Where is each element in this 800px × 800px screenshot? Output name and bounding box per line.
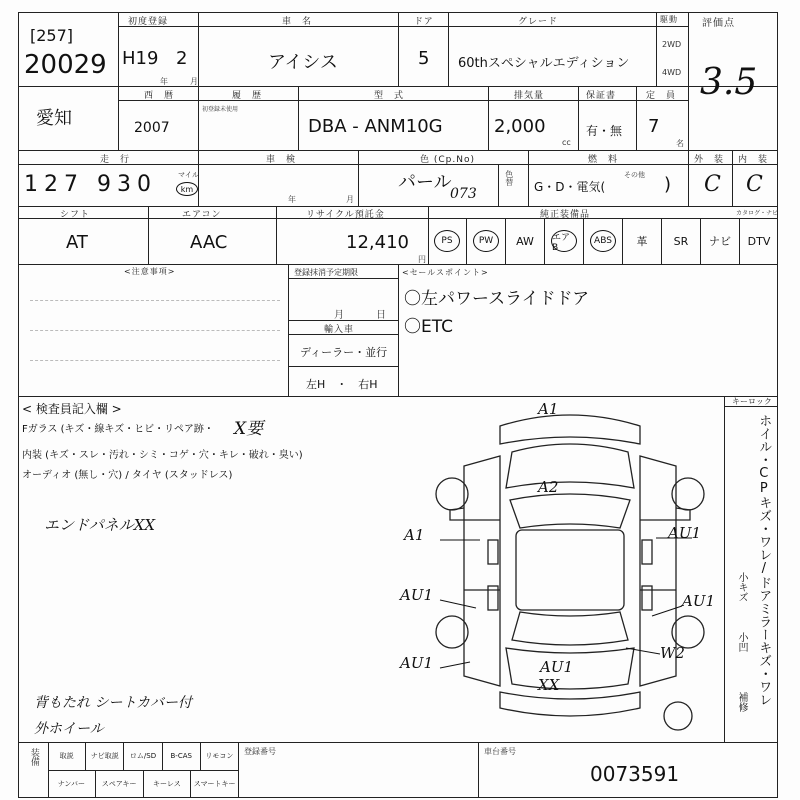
footer-item: キーレス [143, 770, 191, 798]
mark-right-wheel: W2 [660, 644, 685, 662]
equipment-item-label: 革 [636, 235, 648, 248]
capacity: 7 [648, 116, 660, 137]
equipment-item-label: ABS [590, 230, 616, 252]
equipment-item-label: AW [516, 234, 534, 248]
equipment-item-label: SR [673, 234, 689, 248]
front-right-wheel [672, 478, 704, 510]
mark-hood: A2 [538, 478, 559, 496]
footer-item: ナンバー [57, 780, 85, 788]
equipment-item-label: PW [473, 230, 499, 252]
interior-label: 内 装 [738, 155, 769, 165]
equipment-item-label: エアB [551, 230, 577, 252]
inspector-glass: Fガラス (キズ・線キズ・ヒビ・リペア跡・ [22, 424, 214, 435]
side-text-2b: 小凹 [736, 632, 747, 652]
mark-rear-xx: XX [538, 676, 560, 694]
grade-label: グレード [518, 17, 559, 27]
sales-label: <セールスポイント> [402, 268, 489, 277]
front-bumper-shape [500, 415, 640, 444]
color-change-label: 色替 [504, 170, 514, 186]
car-diagram [400, 396, 720, 742]
mileage-unit-km [176, 182, 198, 196]
roof-shape [516, 530, 624, 610]
hand-note-3: 外ホイール [34, 721, 104, 737]
exterior: C [704, 172, 721, 197]
equipment-item-label: DTV [747, 234, 771, 248]
equipment-list [428, 218, 778, 264]
spare-wheel [664, 702, 692, 730]
score: 3.5 [700, 62, 758, 103]
expiry-month: 月 [334, 310, 344, 321]
footer-item: B-CAS [162, 742, 200, 770]
lot-number: 20029 [24, 50, 107, 80]
recycle: 12,410 [346, 232, 409, 253]
inspection-month: 月 [346, 195, 354, 204]
equipment-label: 純正装備品 [540, 210, 591, 220]
model-name-label: 車 名 [282, 17, 313, 27]
hand-note-1: エンドパネルXX [44, 516, 156, 534]
equipment-item [544, 218, 583, 264]
aircon-label: エアコン [182, 210, 222, 220]
equipment-item [466, 218, 505, 264]
interior: C [746, 172, 763, 197]
inspector-glass-mark: X要 [234, 419, 264, 439]
fuel-label: 燃 料 [588, 155, 619, 165]
import-label: 輸入車 [324, 325, 355, 335]
mark-left-rear: AU1 [400, 654, 434, 672]
footer-row-2 [48, 770, 238, 798]
warranty: 有・無 [586, 124, 623, 138]
aircon: AAC [190, 232, 228, 253]
steering: 左H ・ 右H [306, 378, 378, 391]
grade: 60thスペシャルエディション [458, 56, 630, 71]
doors: 5 [418, 48, 430, 69]
mileage-label: 走 行 [100, 155, 131, 165]
year: 2007 [134, 120, 170, 136]
displacement-unit: cc [562, 138, 571, 147]
hood-shape [506, 444, 634, 488]
hand-note-2: 背もたれ シートカバー付 [34, 695, 193, 711]
first-reg-month-unit: 月 [190, 77, 198, 86]
mark-rear-gate: AU1 [540, 658, 574, 676]
mileage-unit-mile: マイル [178, 171, 199, 179]
fuel-close: ) [664, 174, 672, 195]
footer-item: 取説 [59, 752, 74, 760]
expiry-label: 登録抹消予定期限 [294, 268, 358, 277]
mark-right-rear: AU1 [682, 592, 716, 610]
equipment-item [583, 218, 622, 264]
chassis-number: 0073591 [590, 762, 680, 786]
history-note: 初登録未使用 [202, 106, 239, 113]
color-label: 色 (Cp.No) [420, 155, 475, 165]
region: 愛知 [36, 108, 72, 129]
shift: AT [66, 232, 88, 253]
inspector-label: < 検査員記入欄 > [22, 402, 122, 416]
rear-left-wheel [436, 616, 468, 648]
chassis-label: 車台番号 [484, 747, 516, 756]
rear-glass-shape [512, 612, 628, 645]
front-left-wheel [436, 478, 468, 510]
first-reg-year-unit: 年 [160, 77, 168, 86]
warranty-label: 保証書 [586, 91, 617, 101]
key-lock-label: キーロック [732, 397, 772, 406]
shift-label: シフト [60, 210, 91, 220]
equipment-item-label: PS [434, 230, 460, 252]
exterior-label: 外 装 [694, 155, 725, 165]
mileage: 127 930 [24, 172, 157, 197]
footer-item: ロム/SD [123, 742, 161, 770]
doors-label: ドア [414, 17, 434, 27]
displacement-label: 排気量 [514, 91, 545, 101]
equipment-item [505, 218, 544, 264]
first-reg-label: 初度登録 [128, 17, 169, 27]
reg-number-label: 登録番号 [244, 747, 276, 756]
equipment-item [661, 218, 700, 264]
equipment-item [428, 218, 466, 264]
model-name: アイシス [268, 52, 338, 73]
drive-2wd: 2WD [662, 40, 682, 49]
left-side-shape [464, 456, 500, 686]
side-text-2c: 補修 [736, 692, 747, 712]
footer-row-1 [48, 742, 238, 770]
first-reg-era: H19 [122, 48, 159, 69]
lot-bracket: [257] [30, 26, 74, 45]
inspector-interior: 内装 (キズ・スレ・汚れ・シミ・コゲ・穴・キレ・破れ・臭い) [22, 450, 303, 461]
recycle-unit: 円 [418, 255, 426, 264]
mark-front-bumper: A1 [538, 400, 559, 418]
sales-point-2: 〇ETC [404, 317, 453, 337]
model-code-label: 型 式 [374, 91, 405, 101]
recycle-label: リサイクル預託金 [306, 210, 385, 220]
right-front-door-handle [642, 540, 652, 564]
fuel: G・D・電気( [534, 180, 606, 194]
inspector-audio: オーディオ (無し・穴) / タイヤ (スタッドレス) [22, 470, 233, 481]
first-reg-month: 2 [176, 48, 188, 69]
equipment-item-label: ナビ [709, 235, 731, 248]
mark-left-mid: AU1 [400, 586, 434, 604]
footer-item: ナビ取説 [85, 742, 123, 770]
footer-item: リモコン [200, 742, 238, 770]
color: パール [398, 172, 452, 193]
year-label: 西 暦 [144, 91, 175, 101]
side-text-2a: 小キズ [736, 572, 747, 602]
expiry-day: 日 [376, 310, 386, 321]
mark-right-front: AU1 [668, 524, 702, 542]
footer-equipment-label: 装備 [28, 748, 39, 766]
capacity-unit: 名 [676, 139, 684, 148]
color-code: 073 [450, 186, 477, 202]
capacity-label: 定 員 [646, 91, 677, 101]
mileage-unit-km-text: km [180, 184, 194, 194]
fuel-other: その他 [624, 171, 645, 179]
inspection-year: 年 [288, 195, 296, 204]
history-label: 履 歴 [232, 91, 263, 101]
sales-point-1: 〇左パワースライドドア [404, 289, 590, 309]
drive-label: 駆動 [660, 15, 678, 24]
windshield-shape [510, 494, 630, 528]
footer-item: スペアキー [95, 770, 143, 798]
catalog-navi-label: カタログ・ナビ [736, 210, 779, 217]
side-text-1: ホイル・CPキズ・ワレ/ドアミラーキズ・ワレ [756, 414, 772, 706]
equipment-item [700, 218, 739, 264]
mark-left-front: A1 [404, 526, 425, 544]
drive-4wd: 4WD [662, 68, 682, 77]
displacement: 2,000 [494, 116, 546, 137]
import-dealer: ディーラー・並行 [300, 346, 388, 359]
score-label: 評価点 [702, 18, 735, 29]
left-front-door-handle [488, 540, 498, 564]
footer-item: スマートキー [190, 770, 238, 798]
equipment-item [622, 218, 661, 264]
caution-label: <注意事項> [124, 267, 176, 276]
inspection-label: 車 検 [266, 155, 297, 165]
model-code: DBA - ANM10G [308, 116, 443, 137]
equipment-item [739, 218, 778, 264]
rear-bumper-shape [500, 692, 640, 716]
